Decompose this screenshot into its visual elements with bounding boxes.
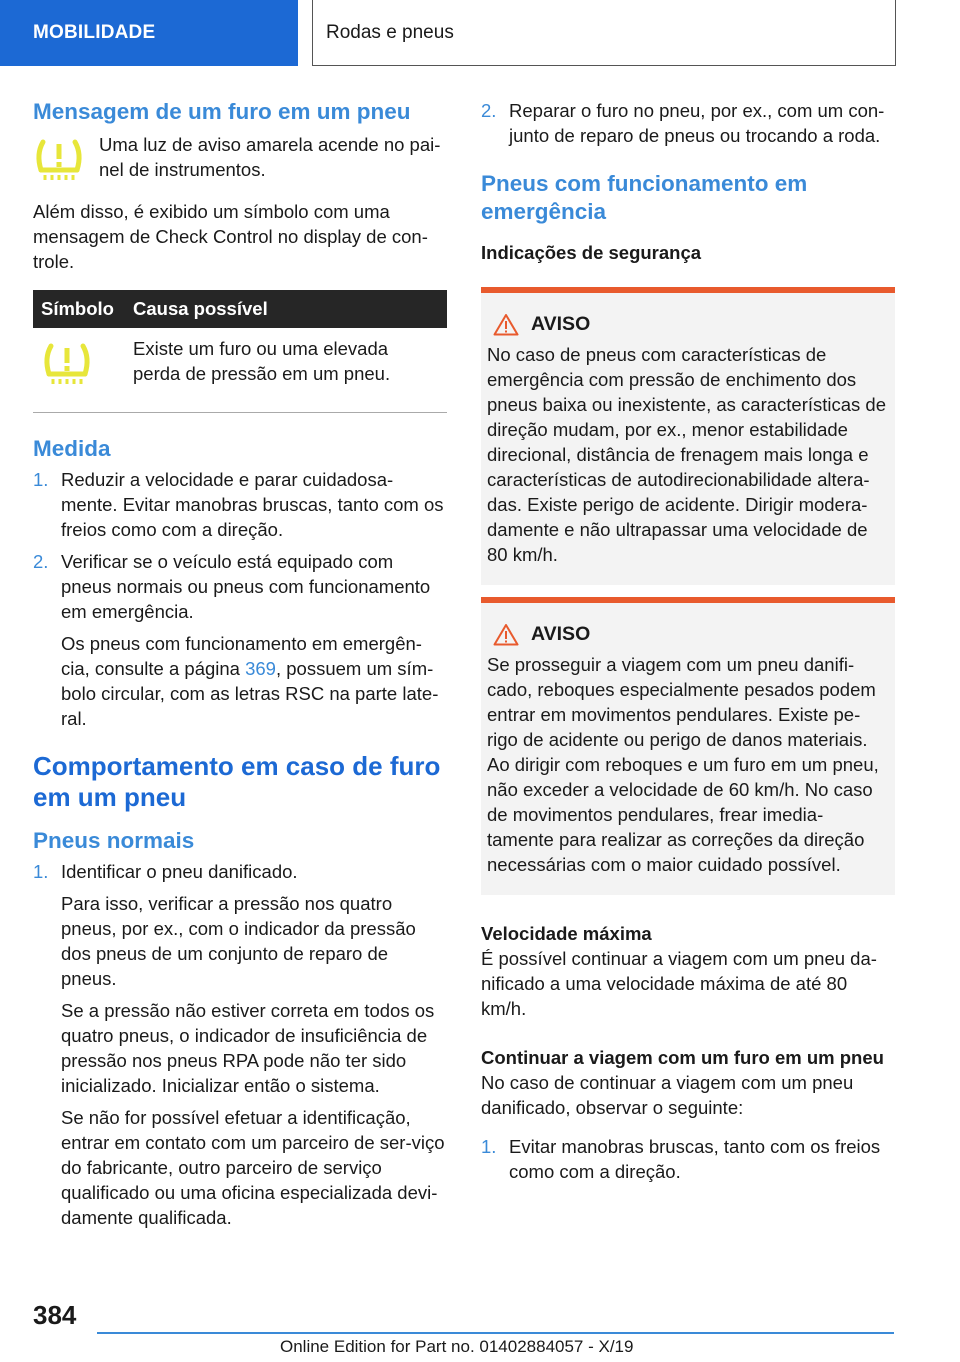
- warning-triangle-icon: [493, 623, 519, 646]
- col-symbol: Símbolo: [33, 290, 125, 328]
- symbol-table: [33, 290, 447, 413]
- step-number: 1.: [481, 1136, 497, 1157]
- measure-steps: [33, 467, 447, 731]
- list-item: [33, 549, 447, 731]
- step-text: Identificar o pneu danificado.: [61, 861, 298, 882]
- section-title-runflat: Pneus com funcionamento em emergência: [481, 171, 808, 224]
- normal-steps: [33, 859, 447, 1230]
- symbol-table-header: [33, 290, 447, 328]
- right-steps: [481, 98, 895, 148]
- warning-text: Se prosseguir a viagem com um pneu danifi-cado, reboques especialmente pesados podem entrar em movimentos pendulares. Existe pe-rigo de acidente ou perigo de danos materiais. Ao dirigir com reboques e um furo em um pneu, não exceder a velocidade de 60 km/h. No caso de movimentos pendulares, frear imedia-tamente para realizar as correções da direção necessárias com o maior cuidado possível.: [487, 654, 879, 875]
- safety-title: Indicações de segurança: [481, 242, 702, 263]
- footer-edition: Online Edition for Part no. 01402884057 - X/19: [280, 1337, 634, 1356]
- tire-pressure-warning-icon: [33, 132, 99, 187]
- step-number: 1.: [33, 469, 49, 490]
- warning-label: AVISO: [531, 313, 591, 335]
- step-text: Reparar o furo no pneu, por ex., com um con-junto de reparo de pneus ou trocando a roda.: [509, 100, 885, 146]
- header-section: [0, 0, 298, 66]
- step-paragraph: Para isso, verificar a pressão nos quatro pneus, por ex., com o indicador da pressão dos pneus de um conjunto de reparo de pneus.: [61, 893, 416, 989]
- step-text: Verificar se o veículo está equipado com pneus normais ou pneus com funcionamento em emergência.: [61, 551, 431, 622]
- header-chapter: [312, 0, 896, 66]
- header-chapter-label: Rodas e pneus: [326, 21, 454, 43]
- section-title-measure: Medida: [33, 436, 111, 461]
- symbol-cell: [33, 328, 125, 413]
- list-item: [481, 1134, 895, 1184]
- step-paragraph: Se não for possível efetuar a identificação, entrar em contato com um parceiro de ser-viço do fabricante, outro parceiro de serviço qualificado ou uma oficina especializada devi-damente qualificada.: [61, 1107, 445, 1228]
- warning-box: [481, 287, 895, 585]
- table-row: [33, 328, 447, 413]
- header-section-label: MOBILIDADE: [33, 22, 156, 43]
- footer-divider: [97, 1332, 894, 1334]
- right-column: [481, 98, 895, 1191]
- step-number: 2.: [33, 551, 49, 572]
- warning-label: AVISO: [531, 623, 591, 645]
- warning-text: No caso de pneus com características de emergência com pressão de enchimento dos pneus baixa ou inexistente, as características de direção mudam, por ex., menor estabilidade direcional, distância de frenagem mais longa e características de autodirecionabilidade altera-das. Existe perigo de acidente. Dirigir modera-damente e não ultrapassar uma velocidade de 80 km/h.: [487, 344, 887, 565]
- step-paragraph: Se a pressão não estiver correta em todos os quatro pneus, o indicador de insuficiência de pressão nos pneus RPA pode não ter sido inicializado. Inicializar então o sistema.: [61, 1000, 435, 1096]
- section-title-normal: Pneus normais: [33, 828, 195, 853]
- intro-text: Além disso, é exibido um símbolo com uma mensagem de Check Control no display de con-trole.: [33, 201, 428, 272]
- page-number: 384: [33, 1300, 77, 1330]
- left-column: [33, 98, 447, 1237]
- step-number: 1.: [33, 861, 49, 882]
- warning-light-text: Uma luz de aviso amarela acende no pai-nel de instrumentos.: [99, 134, 441, 180]
- continue-text: No caso de continuar a viagem com um pneu danificado, observar o seguinte:: [481, 1072, 854, 1118]
- warning-triangle-icon: [493, 313, 519, 336]
- continue-title: Continuar a viagem com um furo em um pneu: [481, 1047, 884, 1068]
- warning-box: [481, 597, 895, 895]
- page-link[interactable]: 369: [245, 658, 276, 679]
- step-extra-text: Os pneus com funcionamento em emergên-cia, consulte a página 369, possuem um sím-bolo circular, com as letras RSC na parte late-ral.: [61, 633, 439, 729]
- step-number: 2.: [481, 100, 497, 121]
- warning-light-row: [33, 132, 447, 187]
- list-item: [33, 467, 447, 542]
- section-title-puncture: Mensagem de um furo em um pneu: [33, 99, 411, 124]
- maxspeed-title: Velocidade máxima: [481, 923, 652, 944]
- continue-steps: [481, 1134, 895, 1184]
- step-text: Evitar manobras bruscas, tanto com os freios como com a direção.: [509, 1136, 881, 1182]
- col-cause: Causa possível: [125, 290, 447, 328]
- section-title-behaviour: Comportamento em caso de furo em um pneu: [33, 751, 441, 812]
- cause-cell: Existe um furo ou uma elevada perda de pressão em um pneu.: [125, 328, 447, 413]
- step-text: Reduzir a velocidade e parar cuidadosa-mente. Evitar manobras bruscas, tanto com os freios como com a direção.: [61, 469, 444, 540]
- list-item: [33, 859, 447, 1230]
- list-item: [481, 98, 895, 148]
- tire-pressure-warning-icon: [41, 340, 93, 386]
- maxspeed-text: É possível continuar a viagem com um pneu da-nificado a uma velocidade máxima de até 80 km/h.: [481, 948, 877, 1019]
